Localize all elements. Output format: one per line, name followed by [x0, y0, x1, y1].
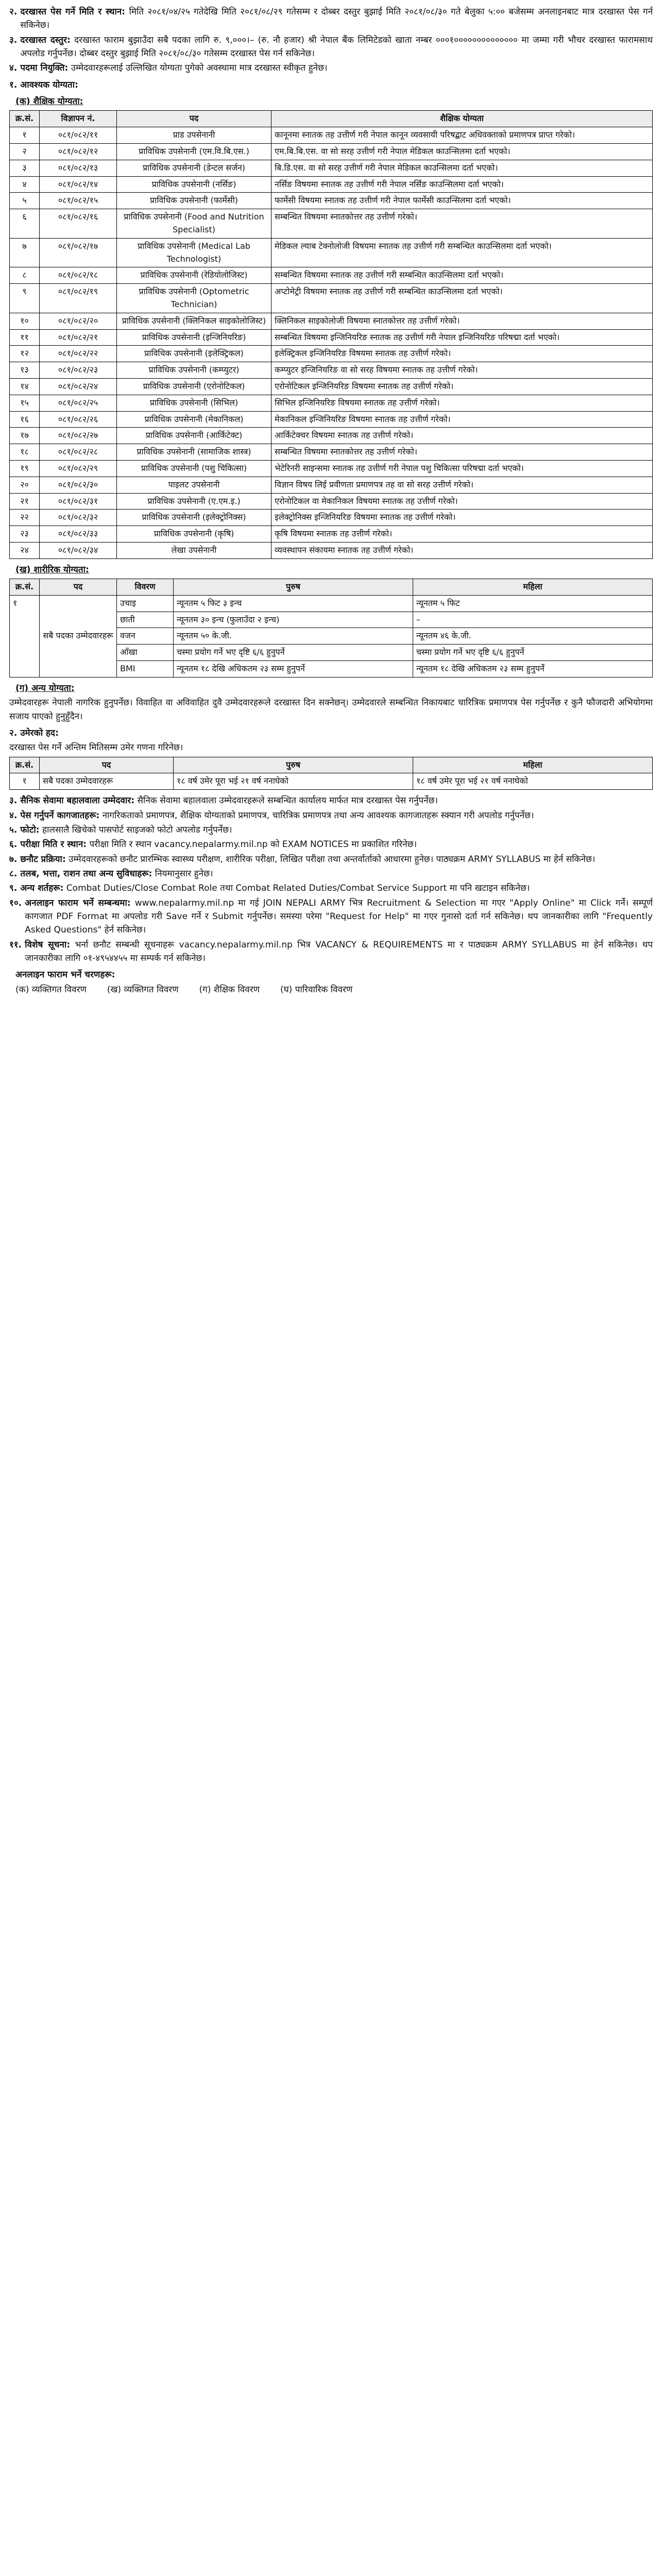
note-text: Combat Duties/Close Combat Role तथा Combat Related Duties/Combat Service Support मा पनि खटाइन सकिनेछ।	[66, 883, 530, 894]
qual-adv: ०८१/०८२/३३	[40, 526, 117, 543]
qual-sn: १८	[10, 444, 40, 461]
table-row	[10, 526, 653, 543]
qual-post: प्राविधिक उपसेनानी (ए.एम.इ.)	[117, 493, 271, 510]
table-row	[10, 510, 653, 526]
note-label: सैनिक सेवामा बहालवाला उम्मेदवार:	[20, 795, 135, 806]
qual-text: इलेक्ट्रोनिक्स इन्जिनियरिङ विषयमा स्नातक तह उत्तीर्ण गरेको।	[271, 510, 653, 526]
col-male: पुरुष	[174, 579, 413, 596]
note-text: www.nepalarmy.mil.np मा गई JOIN NEPALI ARMY भित्र Recruitment & Selection मा गएर "Apply Online" मा Click गर्ने। सम्पूर्ण कागजात PDF Format मा अपलोड गरी Save गर्ने र Submit गर्नुपर्नेछ। समस्या परेमा "Request for Help" मा गएर गुनासो दर्ता गर्न सकिनेछ। थप जानकारीका लागि "Frequently Asked Questions" हेर्न सकिनेछ।	[25, 897, 653, 936]
qual-sn: १४	[10, 378, 40, 395]
note-label: छनौट प्रक्रिया:	[20, 854, 66, 865]
qual-adv: ०८१/०८२/३०	[40, 477, 117, 493]
table-row	[10, 444, 653, 461]
qual-text: क्लिनिकल साइकोलोजी विषयमा स्नातकोत्तर तह उत्तीर्ण गरेको।	[271, 313, 653, 329]
qual-sn: ३	[10, 160, 40, 176]
qual-sn: २४	[10, 542, 40, 558]
note-item	[9, 838, 653, 851]
table-row	[10, 127, 653, 144]
physical-table	[9, 579, 653, 677]
col-post: पद	[40, 757, 174, 773]
qual-sn: २२	[10, 510, 40, 526]
table-row	[10, 267, 653, 284]
col-post: पद	[40, 579, 117, 596]
qual-sn: १२	[10, 346, 40, 362]
phys-label: BMI	[117, 661, 174, 677]
qual-text: कृषि विषयमा स्नातक तह उत्तीर्ण गरेको।	[271, 526, 653, 543]
note-num: ११.	[9, 939, 22, 950]
note-text: हालसालै खिचेको पासपोर्ट साइजको फोटो अपलोड गर्नुपर्नेछ।	[42, 824, 232, 835]
qual-text: आर्किटेक्चर विषयमा स्नातक तह उत्तीर्ण गरेको।	[271, 428, 653, 444]
qual-post: प्राविधिक उपसेनानी (रेडियोलोजिस्ट)	[117, 267, 271, 284]
table-row	[10, 595, 653, 612]
table-row	[10, 209, 653, 239]
intro-item	[9, 5, 653, 32]
note-label: विशेष सूचना:	[25, 939, 71, 950]
note-item	[9, 794, 653, 807]
table-header-row	[10, 757, 653, 773]
qual-text: एरोनोटिकल इन्जिनियरिङ विषयमा स्नातक तह उत्तीर्ण गरेको।	[271, 378, 653, 395]
note-item	[9, 823, 653, 837]
note-item	[9, 853, 653, 866]
note-text: नियमानुसार हुनेछ।	[155, 868, 213, 879]
phys-male: न्यूनतम ३० इन्च (फुलाउँदा २ इन्च)	[174, 612, 413, 628]
qual-post: प्राविधिक उपसेनानी (नर्सिङ)	[117, 176, 271, 193]
qual-sn: ४	[10, 176, 40, 193]
qual-adv: ०८१/०८२/११	[40, 127, 117, 144]
note-text: सैनिक सेवामा बहालवाला उम्मेदवारहरूले सम्बन्धित कार्यालय मार्फत मात्र दरखास्त पेस गर्नुपर्नेछ।	[137, 795, 438, 806]
table-row	[10, 542, 653, 558]
qual-sn: २०	[10, 477, 40, 493]
qual-adv: ०८१/०८२/१२	[40, 144, 117, 160]
qual-post: प्राविधिक उपसेनानी (पशु चिकित्सा)	[117, 460, 271, 477]
table-row	[10, 193, 653, 209]
qual-adv: ०८१/०८२/२५	[40, 395, 117, 411]
physical-subheading: (ख) शारीरिक योग्यता:	[15, 564, 89, 575]
note-item	[9, 938, 653, 965]
qual-text: सम्बन्धित विषयमा स्नातक तह उत्तीर्ण गरी सम्बन्धित काउन्सिलमा दर्ता भएको।	[271, 267, 653, 284]
phys-male: न्यूनतम ५० के.जी.	[174, 628, 413, 645]
note-item	[9, 896, 653, 937]
table-row	[10, 395, 653, 411]
qual-post: प्राविधिक उपसेनानी (कृषि)	[117, 526, 271, 543]
online-steps-heading: अनलाइन फाराम भर्ने चरणहरू:	[15, 970, 115, 980]
col-adv: विज्ञापन नं.	[40, 111, 117, 127]
note-label: पेस गर्नुपर्ने कागजातहरू:	[20, 810, 100, 821]
age-heading: २. उमेरको हद:	[9, 727, 59, 738]
qual-text: इलेक्ट्रिकल इन्जिनियरिङ विषयमा स्नातक तह उत्तीर्ण गरेको।	[271, 346, 653, 362]
step-item	[199, 983, 260, 996]
intro-item	[9, 61, 653, 75]
intro-text: दरखास्त फाराम बुझाउँदा सबै पदका लागि रु. ९,०००।– (रु. नौ हजार) श्री नेपाल बैंक लिमिटेडको खाता नम्बर ०००१०००००००००००००० मा जम्मा गरी भौचर दरखास्त फारामसाथ अपलोड गर्नुपर्नेछ। दोब्बर दस्तुर बुझाई मिति २०८१/०८/३० गतेसम्म दरखास्त पेस गर्न सकिनेछ।	[20, 35, 653, 59]
qual-text: कानूनमा स्नातक तह उत्तीर्ण गरी नेपाल कानून व्यवसायी परिषद्बाट अधिवक्ताको प्रमाणपत्र प्राप्त गरेको।	[271, 127, 653, 144]
qual-post: प्राड उपसेनानी	[117, 127, 271, 144]
qual-text: व्यवस्थापन संकायमा स्नातक तह उत्तीर्ण गरेको।	[271, 542, 653, 558]
qual-text: बि.डि.एस. वा सो सरह उत्तीर्ण गरी नेपाल मेडिकल काउन्सिलमा दर्ता भएको।	[271, 160, 653, 176]
qual-post: प्राविधिक उपसेनानी (डेन्टल सर्जन)	[117, 160, 271, 176]
qual-post: प्राविधिक उपसेनानी (एरोनोटिकल)	[117, 378, 271, 395]
vacancy-notice	[0, 0, 662, 1010]
notes-section	[9, 794, 653, 998]
qual-post: प्राविधिक उपसेनानी (आर्किटेक्ट)	[117, 428, 271, 444]
qual-post: लेखा उपसेनानी	[117, 542, 271, 558]
table-row	[10, 238, 653, 267]
step-num: (ग)	[199, 984, 211, 995]
qual-text: भेटेरिनरी साइन्समा स्नातक तह उत्तीर्ण गरी नेपाल पशु चिकित्सा परिषद्मा दर्ता भएको।	[271, 460, 653, 477]
qual-adv: ०८१/०८२/२८	[40, 444, 117, 461]
step-text: व्यक्तिगत विवरण	[124, 984, 179, 995]
intro-label: दरखास्त दस्तुर:	[20, 35, 71, 45]
note-num: ८.	[9, 868, 18, 879]
phys-label: उचाइ	[117, 595, 174, 612]
intro-text: उम्मेदवारहरूलाई उल्लिखित योग्यता पुगेको अवस्थामा मात्र दरखास्त स्वीकृत हुनेछ।	[71, 63, 328, 74]
note-num: ४.	[9, 810, 18, 821]
qual-sn: ८	[10, 267, 40, 284]
note-item	[9, 809, 653, 822]
qual-post: प्राविधिक उपसेनानी (क्लिनिकल साइकोलोजिस्ट)	[117, 313, 271, 329]
col-detail: विवरण	[117, 579, 174, 596]
phys-female: न्यूनतम ५ फिट	[413, 595, 653, 612]
phys-female: न्यूनतम ४६ के.जी.	[413, 628, 653, 645]
qual-adv: ०८१/०८२/३४	[40, 542, 117, 558]
qual-post: पाइलट उपसेनानी	[117, 477, 271, 493]
qual-sn: १९	[10, 460, 40, 477]
qual-sn: २३	[10, 526, 40, 543]
table-row	[10, 284, 653, 313]
age-sn: १	[10, 773, 40, 790]
qual-adv: ०८१/०८२/३२	[40, 510, 117, 526]
step-item	[107, 983, 179, 996]
qual-adv: ०८१/०८२/२०	[40, 313, 117, 329]
qual-sn: १६	[10, 411, 40, 428]
table-row	[10, 411, 653, 428]
note-text: परीक्षा मिति र स्थान vacancy.nepalarmy.mil.np को EXAM NOTICES मा प्रकाशित गरिनेछ।	[89, 839, 417, 850]
age-table	[9, 757, 653, 790]
qual-adv: ०८१/०८२/२२	[40, 346, 117, 362]
qual-adv: ०८१/०८२/१८	[40, 267, 117, 284]
note-num: ३.	[9, 795, 18, 806]
qual-post: प्राविधिक उपसेनानी (सिभिल)	[117, 395, 271, 411]
table-row	[10, 329, 653, 346]
step-text: शैक्षिक विवरण	[213, 984, 260, 995]
other-qualification-text: उम्मेदवारहरू नेपाली नागरिक हुनुपर्नेछ। विवाहित वा अविवाहित दुवै उम्मेदवारहरूले दरखास्त दिन सक्नेछन्। उम्मेदवारले सम्बन्धित निकायबाट चारित्रिक प्रमाणपत्र पेस गर्नुपर्नेछ र कुनै फौजदारी अभियोगमा सजाय पाएको हुनुहुँदैन।	[9, 698, 653, 722]
table-row	[10, 362, 653, 379]
qual-text: फार्मेसी विषयमा स्नातक तह उत्तीर्ण गरी नेपाल फार्मेसी काउन्सिलमा दर्ता भएको।	[271, 193, 653, 209]
step-text: पारिवारिक विवरण	[295, 984, 353, 995]
qual-adv: ०८१/०८२/१३	[40, 160, 117, 176]
phys-male: न्यूनतम ५ फिट ३ इन्च	[174, 595, 413, 612]
note-item	[9, 882, 653, 895]
note-label: फोटो:	[20, 824, 40, 835]
qualification-table	[9, 110, 653, 558]
qual-sn: ७	[10, 238, 40, 267]
qual-adv: ०८१/०८२/१५	[40, 193, 117, 209]
qual-adv: ०८१/०८२/१९	[40, 284, 117, 313]
note-text: नागरिकताको प्रमाणपत्र, शैक्षिक योग्यताको प्रमाणपत्र, चारित्रिक प्रमाणपत्र तथा अन्य आवश्यक कागजातहरू स्क्यान गरी अपलोड गर्नुपर्नेछ।	[102, 810, 534, 821]
qual-text: सम्बन्धित विषयमा स्नातकोत्तर तह उत्तीर्ण गरेको।	[271, 444, 653, 461]
intro-label: दरखास्त पेस गर्ने मिति र स्थान:	[20, 7, 126, 17]
col-sn: क्र.सं.	[10, 579, 40, 596]
col-sn: क्र.सं.	[10, 757, 40, 773]
table-row	[10, 460, 653, 477]
note-num: १०.	[9, 897, 22, 908]
step-text: व्यक्तिगत विवरण	[31, 984, 87, 995]
table-row	[10, 313, 653, 329]
phys-male: न्यूनतम १८ देखि अधिकतम २३ सम्म हुनुपर्ने	[174, 661, 413, 677]
intro-item	[9, 33, 653, 61]
qual-adv: ०८१/०८२/२१	[40, 329, 117, 346]
col-male: पुरुष	[174, 757, 413, 773]
note-label: तलब, भत्ता, राशन तथा अन्य सुविधाहरू:	[20, 868, 152, 879]
col-female: महिला	[413, 757, 653, 773]
phys-female: चस्मा प्रयोग गर्ने भए दृष्टि ६/६ हुनुपर्ने	[413, 645, 653, 661]
qual-text: सम्बन्धित विषयमा इन्जिनियरिङ स्नातक तह उत्तीर्ण गरी नेपाल इन्जिनियरिङ परिषद्मा दर्ता भएको।	[271, 329, 653, 346]
step-item	[15, 983, 87, 996]
phys-sn: १	[10, 595, 40, 677]
phys-female: –	[413, 612, 653, 628]
qual-text: सम्बन्धित विषयमा स्नातकोत्तर तह उत्तीर्ण गरेको।	[271, 209, 653, 239]
intro-text: मिति २०८१/०४/२५ गतेदेखि मिति २०८१/०८/२९ गतेसम्म र दोब्बर दस्तुर बुझाई मिति २०८१/०८/३० गते बेलुका ५:०० बजेसम्म अनलाइनबाट मात्र दरखास्त पेस गर्न सकिनेछ।	[20, 7, 653, 31]
age-male: १८ वर्ष उमेर पूरा भई २१ वर्ष ननाघेको	[174, 773, 413, 790]
qual-adv: ०८१/०८२/२३	[40, 362, 117, 379]
qual-post: प्राविधिक उपसेनानी (कम्प्युटर)	[117, 362, 271, 379]
qual-sn: १०	[10, 313, 40, 329]
qual-post: प्राविधिक उपसेनानी (फार्मेसी)	[117, 193, 271, 209]
note-label: परीक्षा मिति र स्थान:	[20, 839, 87, 850]
qual-sn: ९	[10, 284, 40, 313]
note-num: ६.	[9, 839, 18, 850]
qual-text: एम.बि.बि.एस. वा सो सरह उत्तीर्ण गरी नेपाल मेडिकल काउन्सिलमा दर्ता भएको।	[271, 144, 653, 160]
note-text: उम्मेदवारहरूको छनौट प्रारम्भिक स्वास्थ्य परीक्षण, शारीरिक परीक्षा, लिखित परीक्षा तथा अन्तर्वार्ताको आधारमा हुनेछ। पाठ्यक्रम ARMY SYLLABUS मा हेर्न सकिनेछ।	[69, 854, 596, 865]
note-label: अन्य शर्तहरू:	[20, 883, 64, 894]
col-female: महिला	[413, 579, 653, 596]
table-row	[10, 378, 653, 395]
qual-post: प्राविधिक उपसेनानी (Medical Lab Technologist)	[117, 238, 271, 267]
qual-text: एरोनोटिकल वा मेकानिकल विषयमा स्नातक तह उत्तीर्ण गरेको।	[271, 493, 653, 510]
table-header-row	[10, 579, 653, 596]
qual-post: प्राविधिक उपसेनानी (मेकानिकल)	[117, 411, 271, 428]
intro-section	[9, 5, 653, 75]
note-num: ७.	[9, 854, 18, 865]
qual-adv: ०८१/०८२/२६	[40, 411, 117, 428]
qual-text: सिभिल इन्जिनियरिङ विषयमा स्नातक तह उत्तीर्ण गरेको।	[271, 395, 653, 411]
other-subheading: (ग) अन्य योग्यता:	[15, 683, 75, 693]
qual-sn: ६	[10, 209, 40, 239]
phys-male: चस्मा प्रयोग गर्ने भए दृष्टि ६/६ हुनुपर्ने	[174, 645, 413, 661]
qual-post: प्राविधिक उपसेनानी (इलेक्ट्रोनिक्स)	[117, 510, 271, 526]
qual-text: विज्ञान विषय लिई प्रवीणता प्रमाणपत्र तह वा सो सरह उत्तीर्ण गरेको।	[271, 477, 653, 493]
intro-num: २.	[9, 7, 18, 17]
note-item	[9, 867, 653, 880]
step-item	[280, 983, 352, 996]
step-num: (ख)	[107, 984, 122, 995]
qual-post: प्राविधिक उपसेनानी (एम.वि.बि.एस.)	[117, 144, 271, 160]
qualification-heading: १. आवश्यक योग्यता:	[9, 79, 78, 90]
col-post: पद	[117, 111, 271, 127]
age-female: १८ वर्ष उमेर पूरा भई २१ वर्ष ननाघेको	[413, 773, 653, 790]
phys-label: छाती	[117, 612, 174, 628]
phys-label: आँखा	[117, 645, 174, 661]
table-row	[10, 346, 653, 362]
qual-adv: ०८१/०८२/३१	[40, 493, 117, 510]
online-steps	[9, 983, 653, 996]
col-qual: शैक्षिक योग्यता	[271, 111, 653, 127]
qual-post: प्राविधिक उपसेनानी (Food and Nutrition Specialist)	[117, 209, 271, 239]
step-num: (घ)	[280, 984, 293, 995]
physical-body	[10, 595, 653, 677]
qual-sn: ११	[10, 329, 40, 346]
table-row	[10, 773, 653, 790]
phys-label: वजन	[117, 628, 174, 645]
table-row	[10, 144, 653, 160]
intro-num: ४.	[9, 63, 18, 74]
age-post: सबै पदका उम्मेदवारहरू	[40, 773, 174, 790]
qual-adv: ०८१/०८२/१७	[40, 238, 117, 267]
note-label: अनलाइन फाराम भर्ने सम्बन्धमा:	[25, 897, 131, 908]
qual-post: प्राविधिक उपसेनानी (सामाजिक शास्त्र)	[117, 444, 271, 461]
qual-post: प्राविधिक उपसेनानी (इलेक्ट्रिकल)	[117, 346, 271, 362]
education-subheading: (क) शैक्षिक योग्यता:	[15, 96, 83, 107]
intro-num: ३.	[9, 35, 18, 45]
age-text: दरखास्त पेस गर्ने अन्तिम मितिसम्म उमेर गणना गरिनेछ।	[9, 742, 183, 753]
qual-post: प्राविधिक उपसेनानी (Optometric Technician)	[117, 284, 271, 313]
table-row	[10, 477, 653, 493]
qual-adv: ०८१/०८२/२४	[40, 378, 117, 395]
table-row	[10, 160, 653, 176]
qual-adv: ०८१/०८२/१४	[40, 176, 117, 193]
table-header-row	[10, 111, 653, 127]
qual-adv: ०८१/०८२/१६	[40, 209, 117, 239]
qualification-body	[10, 127, 653, 559]
note-num: ५.	[9, 824, 18, 835]
qual-post: प्राविधिक उपसेनानी (इन्जिनियरिङ)	[117, 329, 271, 346]
qual-sn: २१	[10, 493, 40, 510]
note-num: ९.	[9, 883, 18, 894]
intro-label: पदमा नियुक्ति:	[20, 63, 69, 74]
qual-sn: १	[10, 127, 40, 144]
col-sn: क्र.सं.	[10, 111, 40, 127]
qual-sn: ५	[10, 193, 40, 209]
qual-sn: २	[10, 144, 40, 160]
qual-sn: १७	[10, 428, 40, 444]
qual-adv: ०८१/०८२/२९	[40, 460, 117, 477]
phys-female: न्यूनतम १८ देखि अधिकतम २३ सम्म हुनुपर्ने	[413, 661, 653, 677]
qual-text: मेडिकल ल्याब टेक्नोलोजी विषयमा स्नातक तह उत्तीर्ण गरी सम्बन्धित काउन्सिलमा दर्ता भएको।	[271, 238, 653, 267]
step-num: (क)	[15, 984, 29, 995]
note-text: भर्ना छनौट सम्बन्धी सूचनाहरू vacancy.nepalarmy.mil.np भित्र VACANCY & REQUIREMENTS मा र पाठ्यक्रम ARMY SYLLABUS मा हेर्न सकिनेछ। थप जानकारीका लागि ०१-४९५४४५५ मा सम्पर्क गर्न सकिनेछ।	[25, 939, 653, 963]
table-row	[10, 428, 653, 444]
qual-text: मेकानिकल इन्जिनियरिङ विषयमा स्नातक तह उत्तीर्ण गरेको।	[271, 411, 653, 428]
qual-text: अप्टोमेट्री विषयमा स्नातक तह उत्तीर्ण गरी सम्बन्धित काउन्सिलमा दर्ता भएको।	[271, 284, 653, 313]
qual-text: नर्सिङ विषयमा स्नातक तह उत्तीर्ण गरी नेपाल नर्सिङ काउन्सिलमा दर्ता भएको।	[271, 176, 653, 193]
qual-sn: १५	[10, 395, 40, 411]
phys-post: सबै पदका उम्मेदवारहरू	[40, 595, 117, 677]
table-row	[10, 176, 653, 193]
table-row	[10, 493, 653, 510]
qual-sn: १३	[10, 362, 40, 379]
qual-text: कम्प्युटर इन्जिनियरिङ वा सो सरह विषयमा स्नातक तह उत्तीर्ण गरेको।	[271, 362, 653, 379]
qual-adv: ०८१/०८२/२७	[40, 428, 117, 444]
